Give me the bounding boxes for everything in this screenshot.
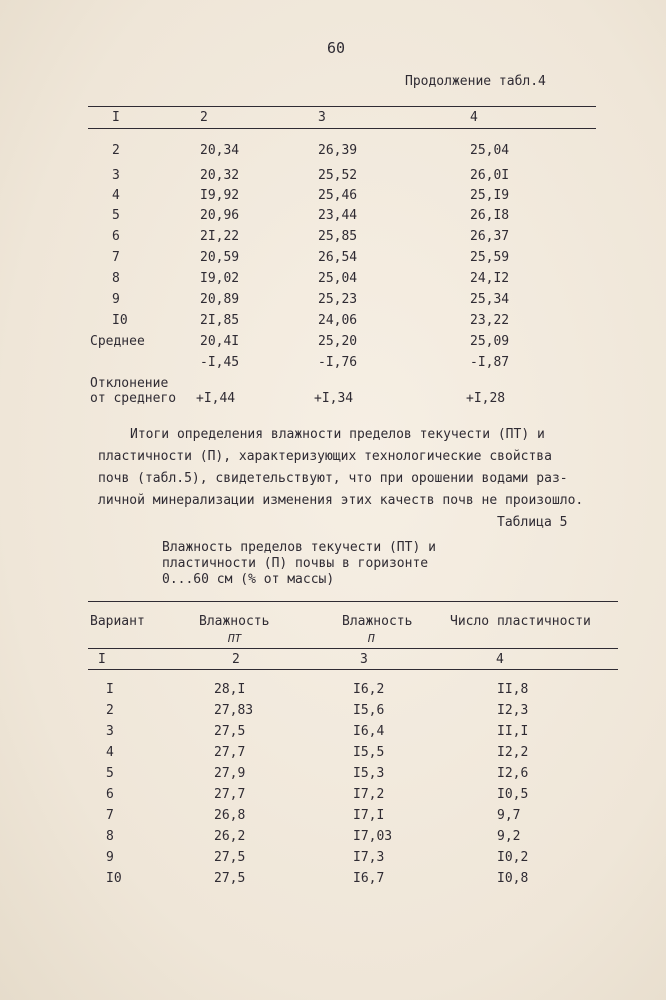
table5-cell: I5,6 — [353, 703, 385, 718]
table4-cell: 5 — [112, 208, 120, 223]
paragraph-line: личной минерализации изменения этих качеств почв не произошло. — [98, 493, 584, 508]
table5-colnum: 4 — [496, 652, 504, 667]
table5-colnum: I — [98, 652, 106, 667]
table5-cell: I7,2 — [353, 787, 385, 802]
table4-header-col3: 3 — [318, 110, 326, 125]
table4-cell: 24,06 — [318, 313, 358, 328]
table4-cell: 25,04 — [470, 143, 510, 158]
table4-cell: 6 — [112, 229, 120, 244]
table4-cell: 25,59 — [470, 250, 510, 265]
table4-cell: 25,85 — [318, 229, 358, 244]
table4-cell: -I,76 — [318, 355, 358, 370]
table4-cell: 23,22 — [470, 313, 510, 328]
table5-header-rule — [88, 648, 618, 649]
table4-cell: I9,92 — [200, 188, 240, 203]
table5-subheader-pt: ПТ — [228, 632, 242, 645]
table4-cell: 23,44 — [318, 208, 358, 223]
table5-cell: I7,03 — [353, 829, 393, 844]
table4-header-col1: I — [112, 110, 120, 125]
table4-cell: 4 — [112, 188, 120, 203]
table4-deviation-label: Отклонение — [90, 376, 169, 391]
table5-cell: 5 — [106, 766, 114, 781]
table5-caption — [162, 540, 436, 588]
table4-cell: 25,46 — [318, 188, 358, 203]
table5-cell: 2 — [106, 703, 114, 718]
table4-cell: 20,96 — [200, 208, 240, 223]
table4-top-rule — [88, 106, 596, 107]
table5-cell: I2,3 — [497, 703, 529, 718]
caption-line: пластичности (П) почвы в горизонте — [162, 556, 429, 571]
table5-cell: 9,7 — [497, 808, 521, 823]
table5-cell: I5,3 — [353, 766, 385, 781]
table4-cell: 7 — [112, 250, 120, 265]
table4-cell: 25,09 — [470, 334, 510, 349]
table5-cell: 3 — [106, 724, 114, 739]
table4-cell: 3 — [112, 168, 120, 183]
table4-cell: I0 — [112, 313, 128, 328]
body-paragraph — [98, 424, 618, 512]
table5-cell: I2,2 — [497, 745, 529, 760]
table5-colnum-rule — [88, 669, 618, 670]
table5-colnum: 3 — [360, 652, 368, 667]
table4-cell: +I,28 — [466, 391, 506, 406]
table5-cell: I0 — [106, 871, 122, 886]
table5-cell: II,8 — [497, 682, 529, 697]
table4-cell: 25,20 — [318, 334, 358, 349]
table4-cell: 25,23 — [318, 292, 358, 307]
table4-cell: 9 — [112, 292, 120, 307]
table4-cell: 26,54 — [318, 250, 358, 265]
table4-cell: 26,39 — [318, 143, 358, 158]
table5-cell: I5,5 — [353, 745, 385, 760]
caption-line: Влажность пределов текучести (ПТ) и — [162, 540, 436, 555]
table5-cell: 26,8 — [214, 808, 246, 823]
table5-cell: 7 — [106, 808, 114, 823]
table5-cell: 4 — [106, 745, 114, 760]
table4-cell: 8 — [112, 271, 120, 286]
table4-average-label: Среднее — [90, 334, 145, 349]
table5-cell: 27,5 — [214, 850, 246, 865]
table5-header-moisture-p: Влажность — [342, 614, 413, 629]
table4-cell: 2 — [112, 143, 120, 158]
table5-colnum: 2 — [232, 652, 240, 667]
table4-cell: I9,02 — [200, 271, 240, 286]
table4-cell: 24,I2 — [470, 271, 510, 286]
table5-cell: I0,8 — [497, 871, 529, 886]
table4-cell: 20,89 — [200, 292, 240, 307]
paragraph-line: Итоги определения влажности пределов текучести (ПТ) и — [130, 427, 545, 442]
table4-cell: -I,45 — [200, 355, 240, 370]
table4-header-col4: 4 — [470, 110, 478, 125]
table5-cell: 27,7 — [214, 745, 246, 760]
continuation-label: Продолжение табл.4 — [405, 74, 546, 89]
caption-line: 0...60 см (% от массы) — [162, 572, 335, 587]
table5-top-rule — [88, 601, 618, 602]
table4-cell: -I,87 — [470, 355, 510, 370]
table4-cell: 2I,22 — [200, 229, 240, 244]
table5-cell: I7,I — [353, 808, 385, 823]
paragraph-line: почв (табл.5), свидетельствуют, что при орошении водами раз- — [98, 471, 568, 486]
table5-cell: 27,7 — [214, 787, 246, 802]
table4-cell: +I,44 — [196, 391, 236, 406]
table4-deviation-label: от среднего — [90, 391, 177, 406]
table5-subheader-p: П — [368, 632, 375, 645]
table4-cell: 2I,85 — [200, 313, 240, 328]
table4-cell: 20,34 — [200, 143, 240, 158]
table5-cell: I2,6 — [497, 766, 529, 781]
table5-title: Таблица 5 — [497, 515, 568, 530]
table5-header-variant: Вариант — [90, 614, 145, 629]
table4-header-col2: 2 — [200, 110, 208, 125]
table5-cell: I6,4 — [353, 724, 385, 739]
table4-cell: 20,59 — [200, 250, 240, 265]
table4-cell: +I,34 — [314, 391, 354, 406]
table5-cell: I0,5 — [497, 787, 529, 802]
table5-cell: 9 — [106, 850, 114, 865]
table5-header-moisture-pt: Влажность — [199, 614, 270, 629]
table5-cell: 28,I — [214, 682, 246, 697]
table5-cell: 27,5 — [214, 871, 246, 886]
table4-cell: 25,52 — [318, 168, 358, 183]
table5-cell: 27,9 — [214, 766, 246, 781]
table5-cell: 26,2 — [214, 829, 246, 844]
table5-cell: I — [106, 682, 114, 697]
table5-cell: 6 — [106, 787, 114, 802]
table4-cell: 25,04 — [318, 271, 358, 286]
table5-cell: II,I — [497, 724, 529, 739]
table5-cell: 9,2 — [497, 829, 521, 844]
table5-header-plasticity: Число пластичности — [450, 614, 591, 629]
table5-cell: I6,7 — [353, 871, 385, 886]
table4-cell: 25,I9 — [470, 188, 510, 203]
table5-cell: I7,3 — [353, 850, 385, 865]
table4-header-rule — [88, 128, 596, 129]
table5-cell: 27,5 — [214, 724, 246, 739]
table4-cell: 26,I8 — [470, 208, 510, 223]
table4-cell: 26,0I — [470, 168, 510, 183]
table5-cell: 27,83 — [214, 703, 254, 718]
table5-cell: I0,2 — [497, 850, 529, 865]
table4-cell: 20,32 — [200, 168, 240, 183]
table4-cell: 25,34 — [470, 292, 510, 307]
table4-cell: 20,4I — [200, 334, 240, 349]
paragraph-line: пластичности (П), характеризующих технологические свойства — [98, 449, 552, 464]
table5-cell: I6,2 — [353, 682, 385, 697]
table4-cell: 26,37 — [470, 229, 510, 244]
table5-cell: 8 — [106, 829, 114, 844]
page-number: 60 — [327, 39, 346, 57]
